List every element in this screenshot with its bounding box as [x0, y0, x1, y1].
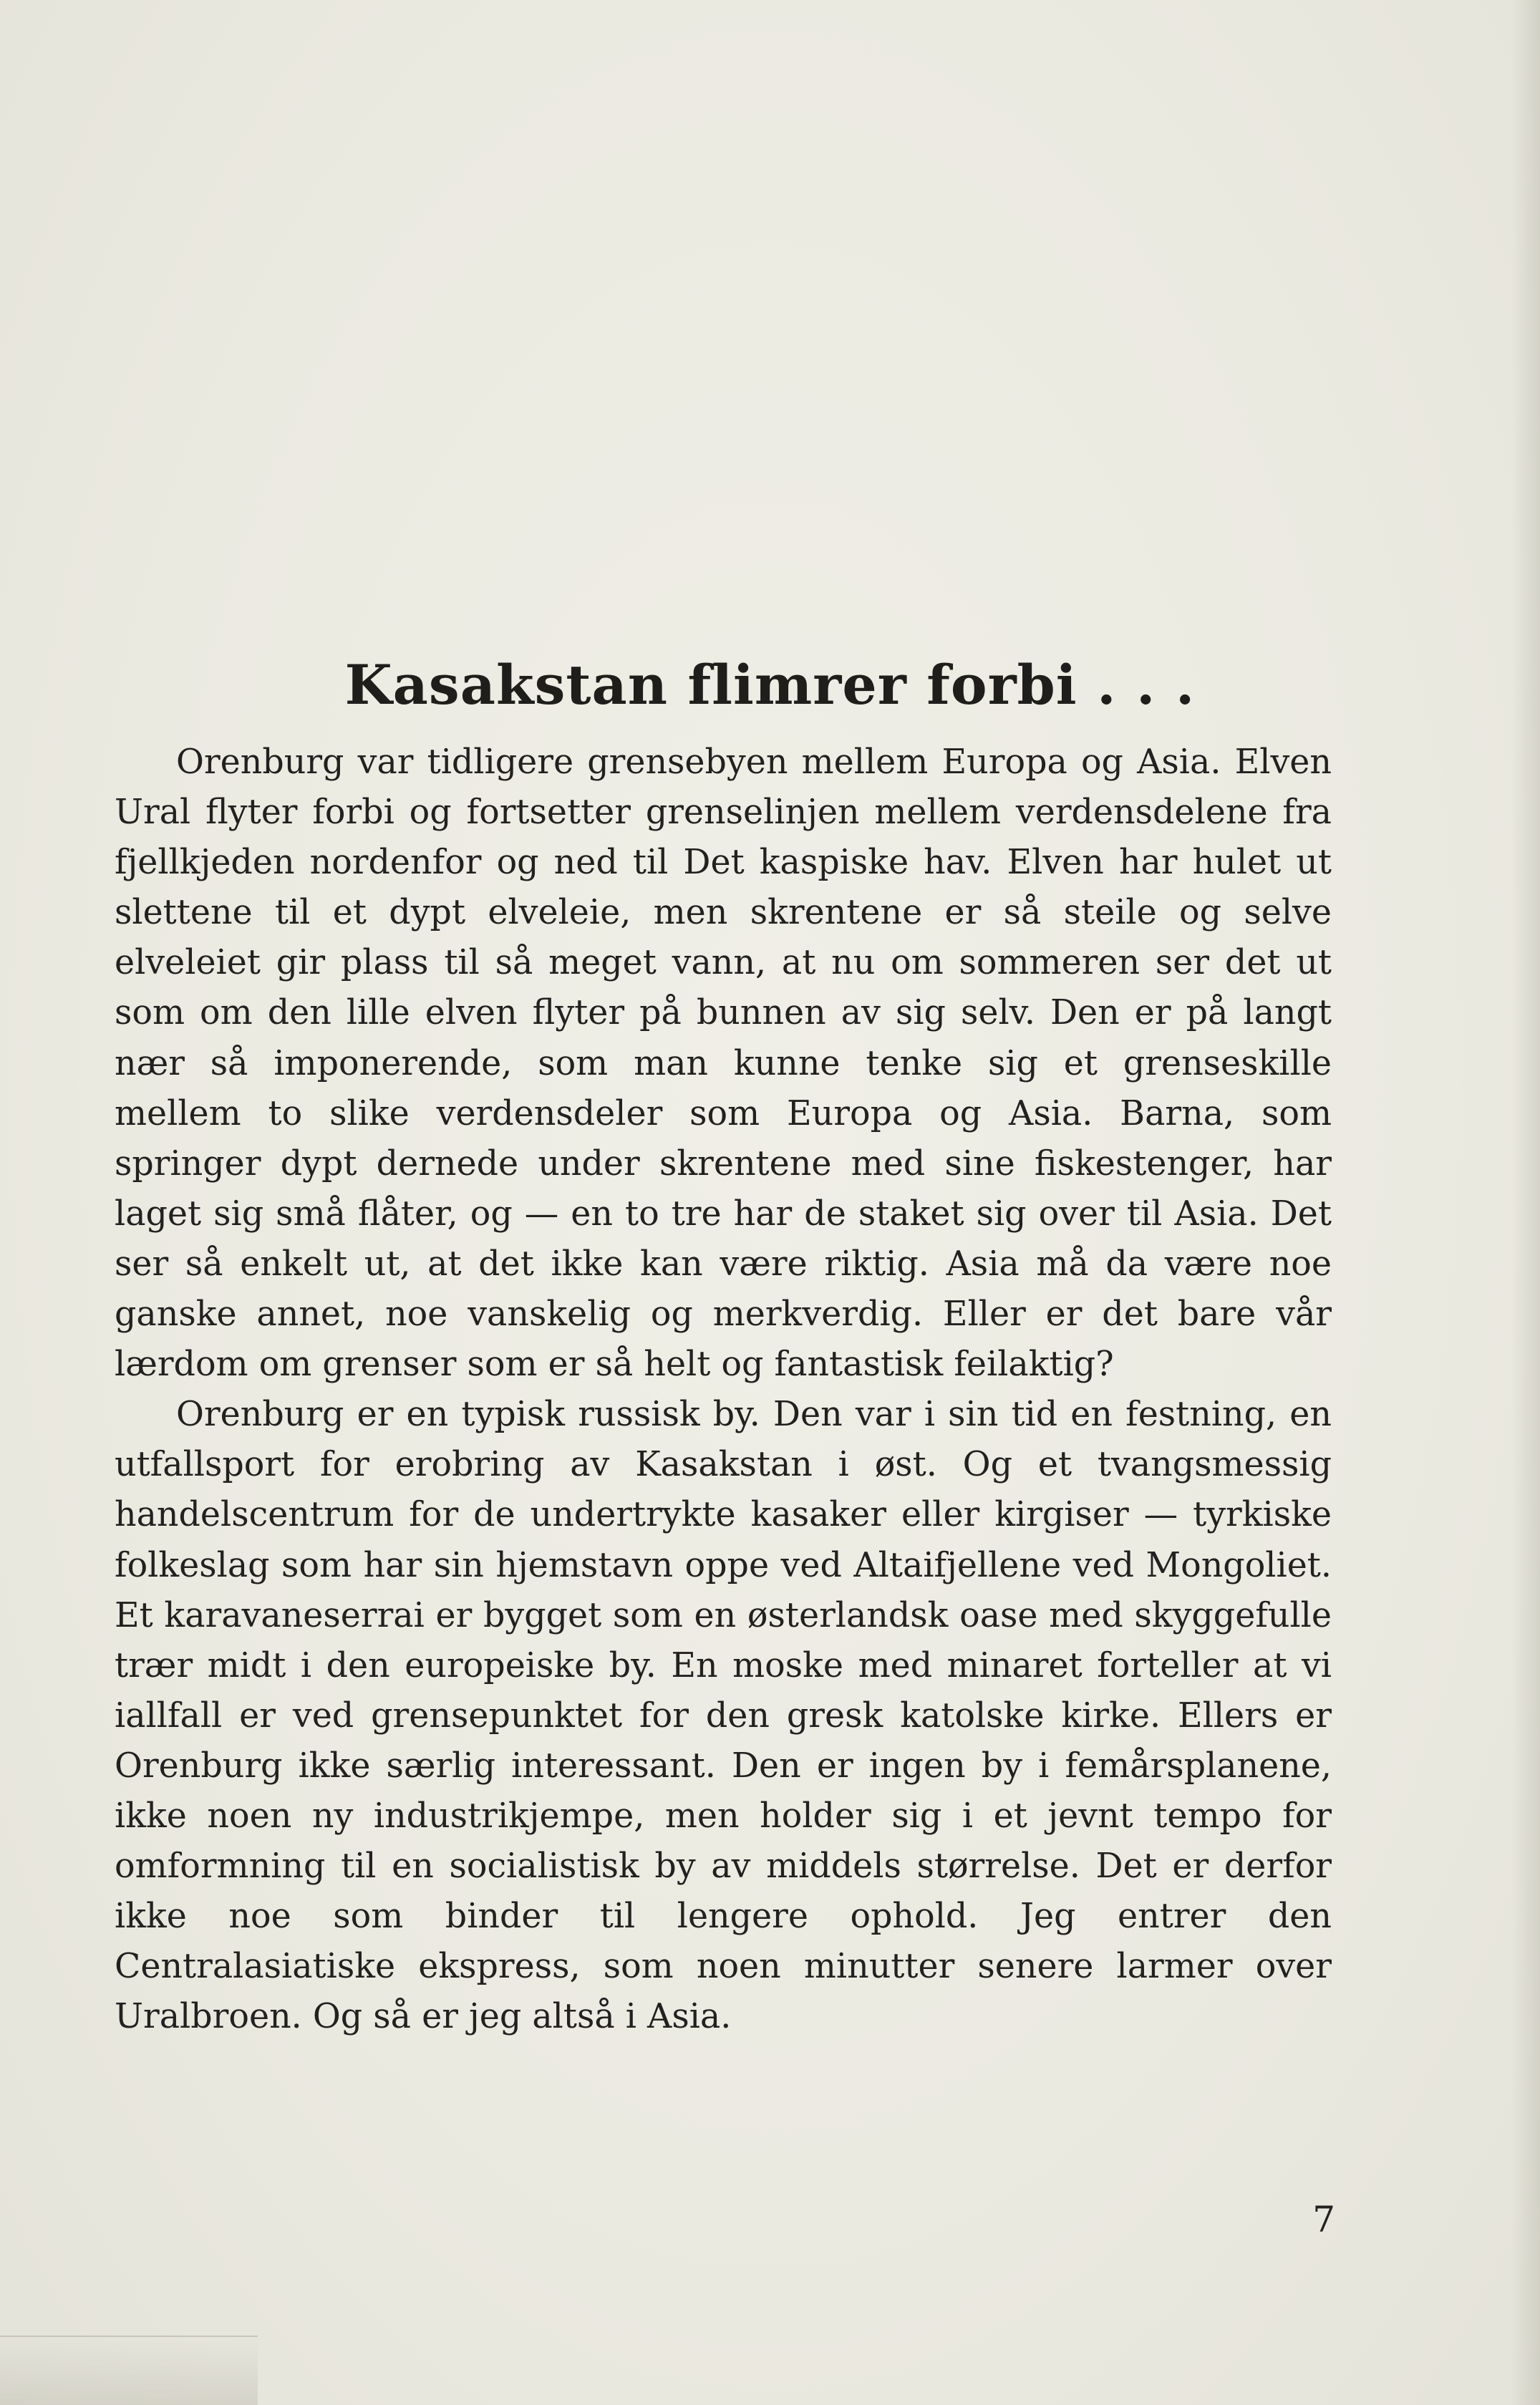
body-text	[115, 737, 1332, 2042]
paragraph-2: Orenburg er en typisk russisk by. Den var i sin tid en festning, en utfallsport for erobring av Kasakstan i øst. Og et tvangsmessig handelscentrum for de undertrykte kasaker eller kirgiser — tyrkiske folkeslag som har sin hjemstavn oppe ved Altaifjellene ved Mongoliet. Et karavaneserrai er bygget som en østerlandsk oase med skyggefulle trær midt i den europeiske by. En moske med minaret forteller at vi iallfall er ved grensepunktet for den gresk katolske kirke. Ellers er Orenburg ikke særlig interessant. Den er ingen by i femårsplanene, ikke noen ny industrikjempe, men holder sig i et jevnt tempo for omformning til en socialistisk by av middels størrelse. Det er derfor ikke noe som binder til lengere ophold. Jeg entrer den Centralasiatiske ekspress, som noen minutter senere larmer over Uralbroen. Og så er jeg altså i Asia.	[115, 1395, 1332, 2037]
page-edge-shadow	[1511, 0, 1540, 2405]
page-number: 7	[1312, 2199, 1335, 2240]
chapter-title: Kasakstan flimrer forbi . . .	[344, 652, 1196, 717]
page-corner-strip	[0, 2336, 258, 2405]
paragraph-1: Orenburg var tidligere grensebyen mellem Europa og Asia. Elven Ural flyter forbi og fortsetter grenselinjen mellem verdensdelene fra fjellkjeden nordenfor og ned til Det kaspiske hav. Elven har hulet ut slettene til et dypt elveleie, men skrentene er så steile og selve elveleiet gir plass til så meget vann, at nu om sommeren ser det ut som om den lille elven flyter på bunnen av sig selv. Den er på langt nær så imponerende, som man kunne tenke sig et grenseskille mellem to slike verdensdeler som Europa og Asia. Barna, som springer dypt dernede under skrentene med sine fiskestenger, har laget sig små flåter, og — en to tre har de staket sig over til Asia. Det ser så enkelt ut, at det ikke kan være riktig. Asia må da være noe ganske annet, noe vanskelig og merkverdig. Eller er det bare vår lærdom om grenser som er så helt og fantastisk feilaktig?	[115, 742, 1332, 1385]
